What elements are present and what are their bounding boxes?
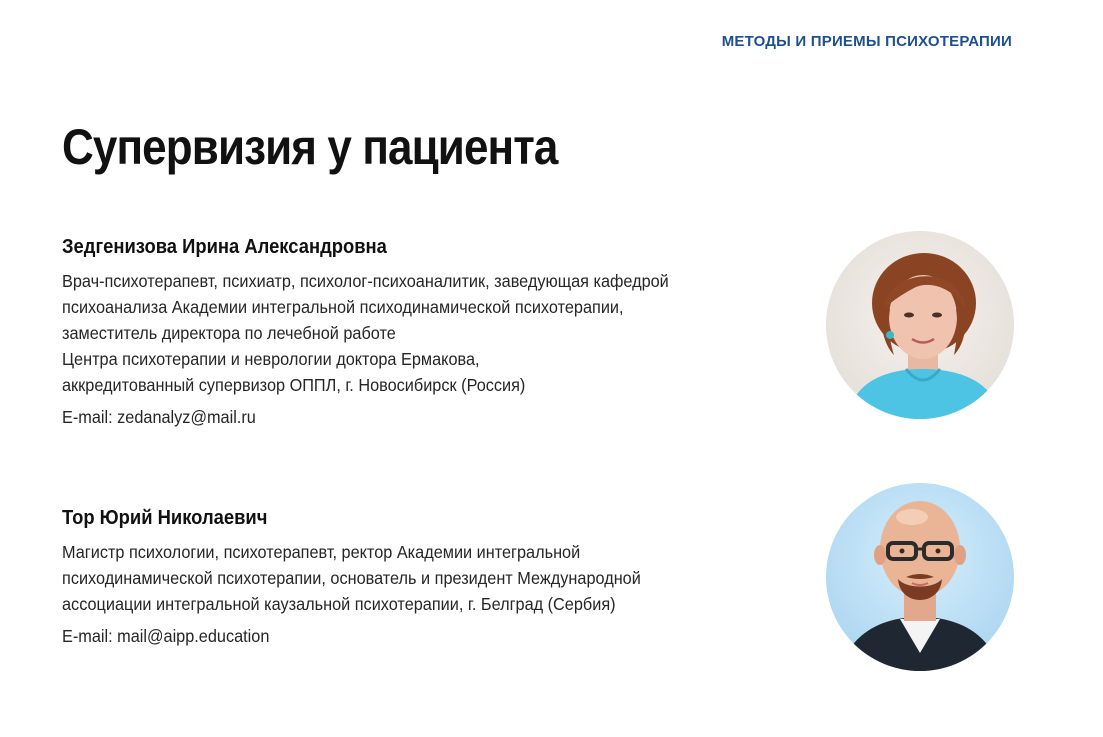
author-email[interactable]: E-mail: zedanalyz@mail.ru	[62, 407, 256, 427]
section-label: МЕТОДЫ И ПРИЕМЫ ПСИХОТЕРАПИИ	[721, 33, 1012, 50]
avatar-tor	[826, 483, 1014, 671]
author-bio-line: Центра психотерапии и неврологии доктора Ермакова,	[62, 349, 480, 369]
author-name: Зедгенизова Ирина Александровна	[62, 236, 387, 258]
author-bio-line: ассоциации интегральной каузальной психотерапии, г. Белград (Сербия)	[62, 594, 616, 614]
author-bio-line: психодинамической психотерапии, основатель и президент Международной	[62, 568, 641, 588]
author-card-tor	[62, 507, 782, 649]
author-email[interactable]: E-mail: mail@aipp.education	[62, 626, 270, 646]
portrait-man-icon	[826, 483, 1014, 671]
author-bio-line: Магистр психологии, психотерапевт, ректор Академии интегральной	[62, 542, 581, 562]
article-title: Супервизия у пациента	[62, 119, 558, 175]
author-bio-line: аккредитованный супервизор ОППЛ, г. Новосибирск (Россия)	[62, 375, 526, 395]
avatar-zedgenizova	[826, 231, 1014, 419]
author-card-zedgenizova	[62, 236, 782, 430]
author-bio-line: заместитель директора по лечебной работе	[62, 323, 396, 343]
portrait-woman-icon	[826, 231, 1014, 419]
author-bio-line: психоанализа Академии интегральной психодинамической психотерапии,	[62, 297, 624, 317]
author-bio	[62, 539, 782, 617]
author-name: Тор Юрий Николаевич	[62, 507, 268, 529]
author-bio	[62, 268, 782, 398]
author-bio-line: Врач-психотерапевт, психиатр, психолог-психоаналитик, заведующая кафедрой	[62, 271, 669, 291]
